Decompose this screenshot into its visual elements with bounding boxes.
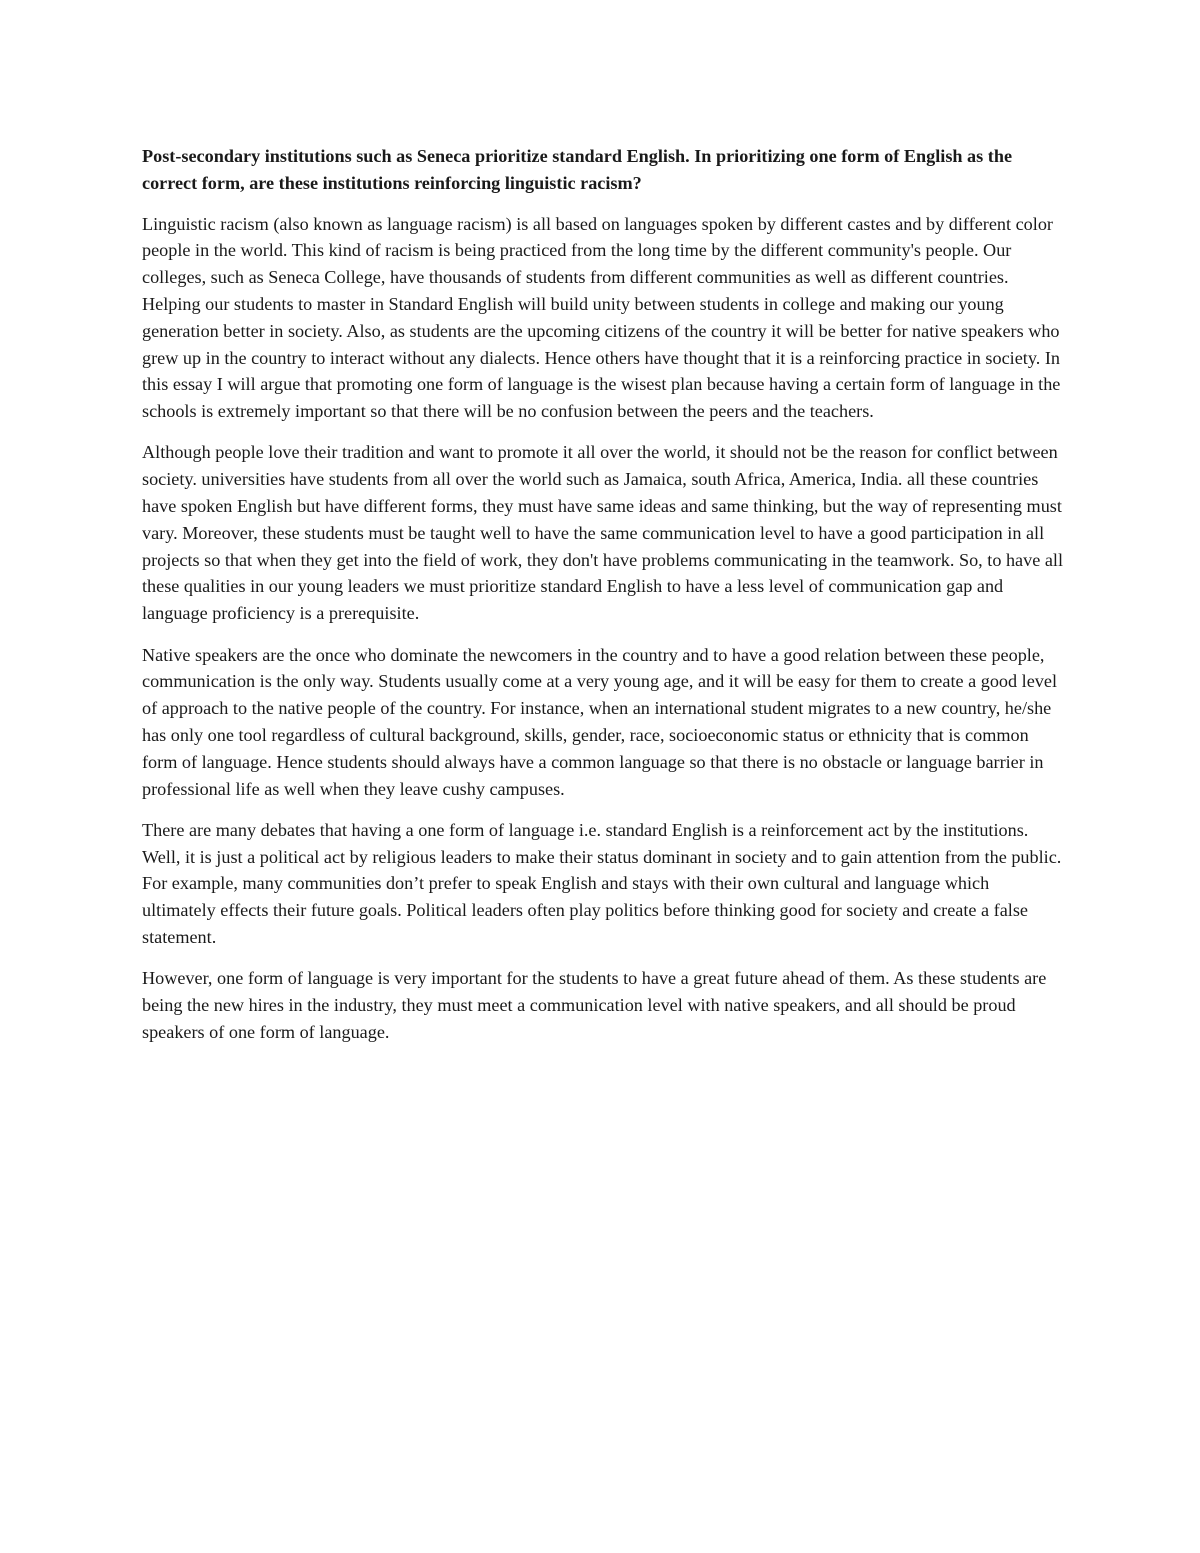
- paragraph-native-speakers: Native speakers are the once who dominate the newcomers in the country and to have a good relation between these people, communication is the only way. Students usually come at a very young age, and it will be easy for them to create a good level of approach to the native people of the country. For instance, when an international student migrates to a new country, he/she has only one tool regardless of cultural background, skills, gender, race, socioeconomic status or ethnicity that is common form of language. Hence students should always have a common language so that there is no obstacle or language barrier in professional life as well when they leave cushy campuses.: [142, 644, 1058, 799]
- paragraph-tradition: Although people love their tradition and want to promote it all over the world, it should not be the reason for conflict between society. universities have students from all over the world such as Jamaica, south Africa, America, India. all these countries have spoken English but have different forms, they must have same ideas and same thinking, but the way of representing must vary. Moreover, these students must be taught well to have the same communication level to have a good participation in all projects so that when they get into the field of work, they don't have problems communicating in the teamwork. So, to have all these qualities in our young leaders we must prioritize standard English to have a less level of communication gap and language proficiency is a prerequisite.: [142, 442, 1064, 624]
- paragraph-conclusion: However, one form of language is very important for the students to have a great future ahead of them. As these students are being the new hires in the industry, they must meet a communication level with native speakers, and all should be proud speakers of one form of language.: [142, 968, 1047, 1042]
- essay-question-heading: Post-secondary institutions such as Seneca prioritize standard English. In prioritizing one form of English as the correct form, are these institutions reinforcing linguistic racism?: [142, 146, 1013, 193]
- document-body: [142, 143, 1066, 1060]
- paragraph-debates: There are many debates that having a one form of language i.e. standard English is a reinforcement act by the institutions. Well, it is just a political act by religious leaders to make their status dominant in society and to gain attention from the public. For example, many communities don’t prefer to speak English and stays with their own cultural and language which ultimately effects their future goals. Political leaders often play politics before thinking good for society and create a false statement.: [142, 819, 1062, 948]
- paragraph-introduction: Linguistic racism (also known as language racism) is all based on languages spoken by different castes and by different color people in the world. This kind of racism is being practiced from the long time by the different community's people. Our colleges, such as Seneca College, have thousands of students from different communities as well as different countries. Helping our students to master in Standard English will build unity between students in college and making our young generation better in society. Also, as students are the upcoming citizens of the country it will be better for native speakers who grew up in the country to interact without any dialects. Hence others have thought that it is a reinforcing practice in society. In this essay I will argue that promoting one form of language is the wisest plan because having a certain form of language in the schools is extremely important so that there will be no confusion between the peers and the teachers.: [142, 213, 1061, 422]
